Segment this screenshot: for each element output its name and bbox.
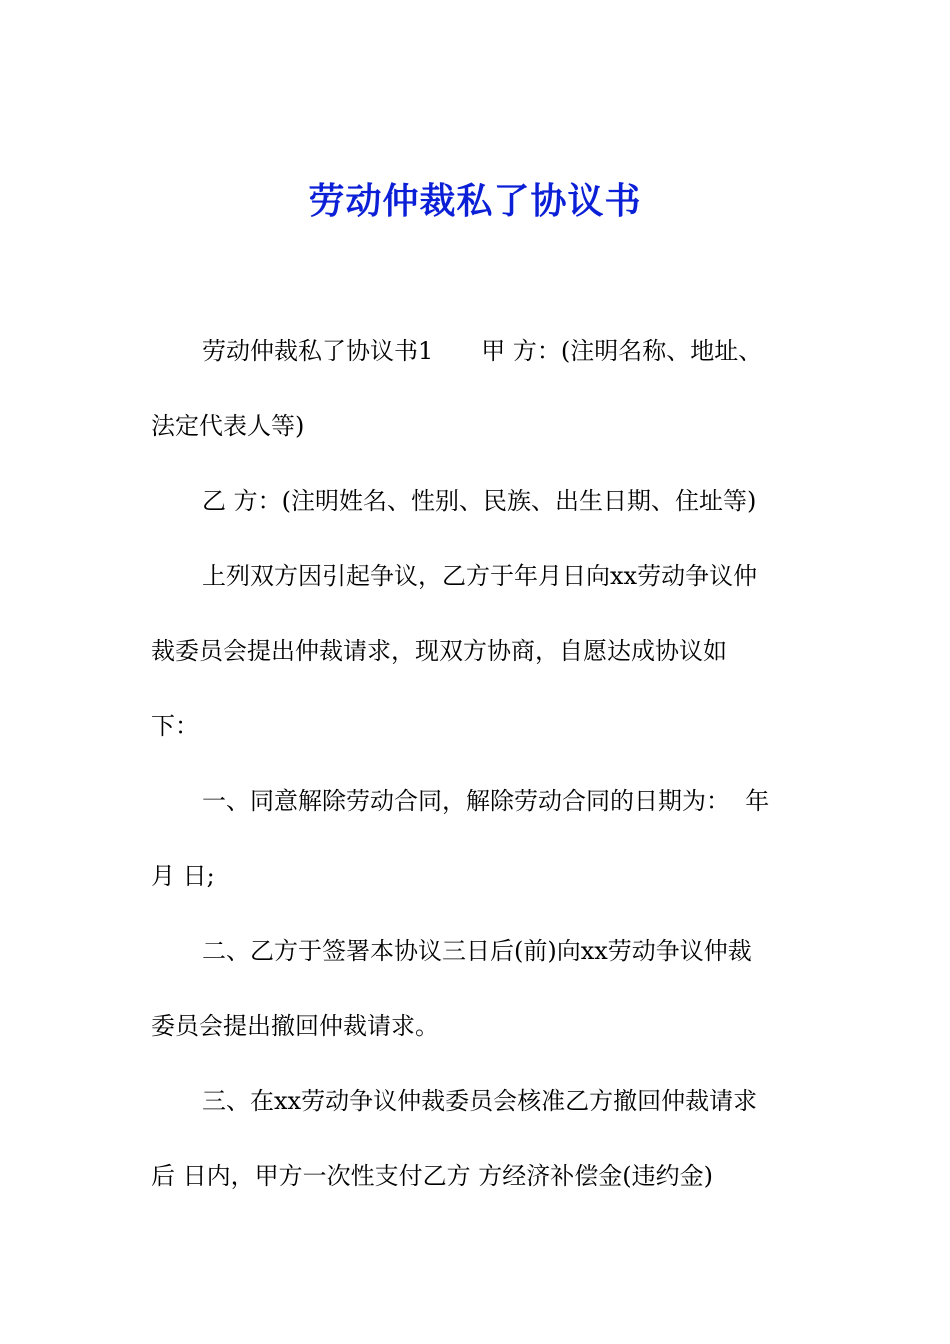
body-line-2: 法定代表人等) bbox=[151, 412, 305, 440]
body-line-12: 后 日内，甲方一次性支付乙方 方经济补偿金(违约金) bbox=[151, 1162, 713, 1190]
body-line-11: 三、在xx劳动争议仲裁委员会核准乙方撤回仲裁请求 bbox=[202, 1087, 758, 1115]
body-line-1: 劳动仲裁私了协议书1 甲 方：(注明名称、地址、 bbox=[202, 337, 763, 365]
document-title: 劳动仲裁私了协议书 bbox=[308, 181, 642, 222]
body-line-8: 月 日; bbox=[151, 862, 215, 890]
body-line-7: 一、同意解除劳动合同，解除劳动合同的日期为： 年 bbox=[202, 787, 770, 815]
body-line-6: 下： bbox=[151, 712, 199, 740]
body-line-4: 上列双方因引起争议，乙方于年月日向xx劳动争议仲 bbox=[202, 562, 758, 590]
body-line-5: 裁委员会提出仲裁请求，现双方协商，自愿达成协议如 bbox=[151, 637, 727, 665]
body-line-9: 二、乙方于签署本协议三日后(前)向xx劳动争议仲裁 bbox=[202, 937, 752, 965]
body-line-10: 委员会提出撤回仲裁请求。 bbox=[151, 1012, 439, 1040]
body-line-3: 乙 方：(注明姓名、性别、民族、出生日期、住址等) bbox=[202, 487, 757, 515]
